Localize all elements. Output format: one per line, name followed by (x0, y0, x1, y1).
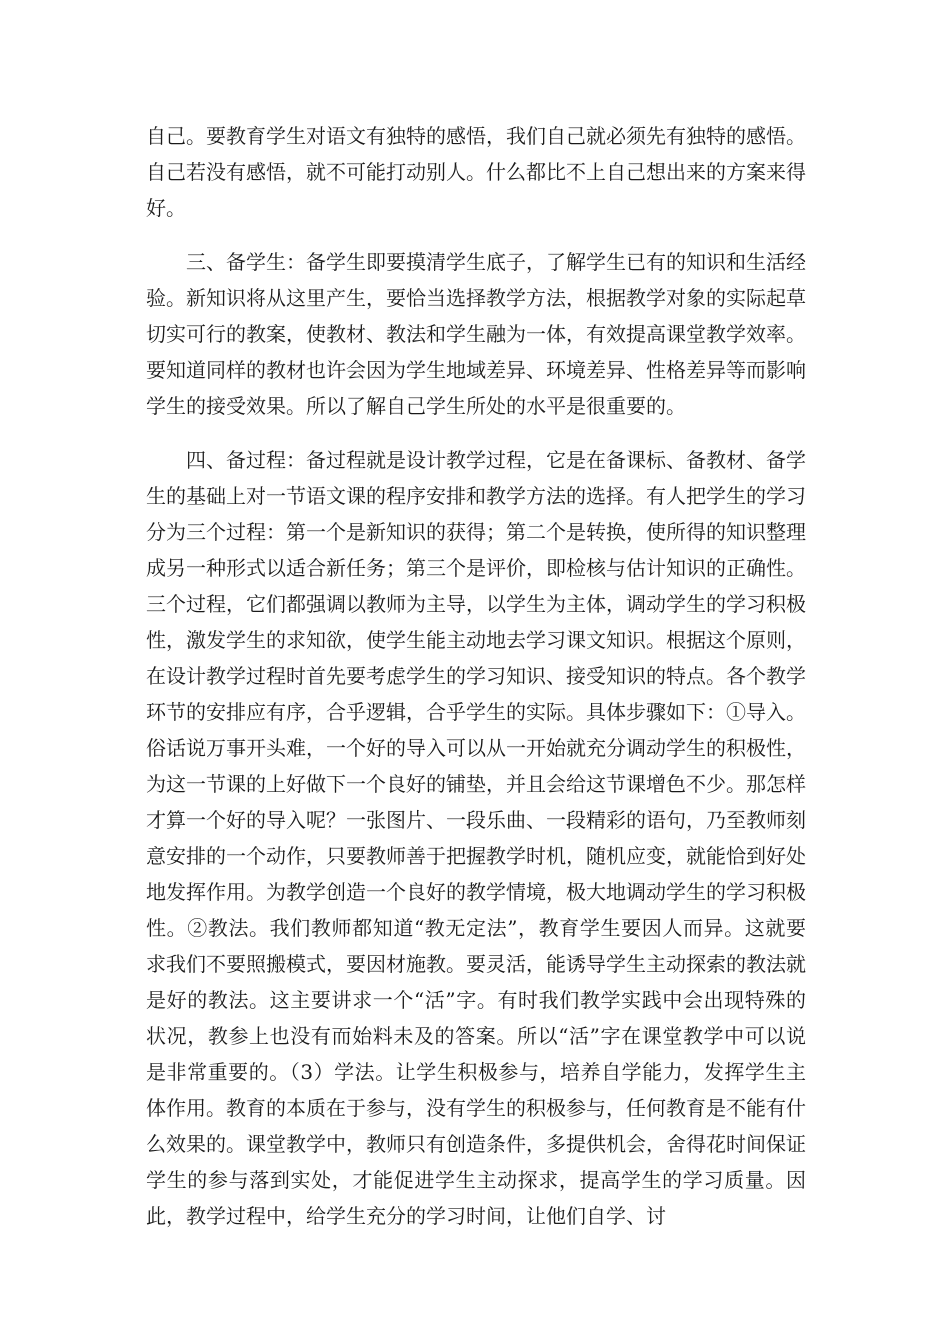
document-page (146, 118, 806, 1234)
paragraph-prepare-students: 三、备学生：备学生即要摸清学生底子，了解学生已有的知识和生活经验。新知识将从这里产生，要恰当选择教学方法，根据教学对象的实际起草切实可行的教案，使教材、教法和学生融为一体，有效提高课堂教学效率。要知道同样的教材也许会因为学生地域差异、环境差异、性格差异等而影响学生的接受效果。所以了解自己学生所处的水平是很重要的。 (146, 250, 806, 418)
paragraph-prepare-process: 四、备过程：备过程就是设计教学过程，它是在备课标、备教材、备学生的基础上对一节语文课的程序安排和教学方法的选择。有人把学生的学习分为三个过程：第一个是新知识的获得；第二个是转换，使所得的知识整理成另一种形式以适合新任务；第三个是评价，即检核与估计知识的正确性。三个过程，它们都强调以教师为主导，以学生为主体，调动学生的学习积极性，激发学生的求知欲，使学生能主动地去学习课文知识。根据这个原则，在设计教学过程时首先要考虑学生的学习知识、接受知识的特点。各个教学环节的安排应有序，合乎逻辑，合乎学生的实际。具体步骤如下：①导入。俗话说万事开头难，一个好的导入可以从一开始就充分调动学生的积极性，为这一节课的上好做下一个良好的铺垫，并且会给这节课增色不少。那怎样才算一个好的导入呢？一张图片、一段乐曲、一段精彩的语句，乃至教师刻意安排的一个动作，只要教师善于把握教学时机，随机应变，就能恰到好处地发挥作用。为教学创造一个良好的教学情境，极大地调动学生的学习积极性。②教法。我们教师都知道“教无定法”，教育学生要因人而异。这就要求我们不要照搬模式，要因材施教。要灵活，能诱导学生主动探索的教法就是好的教法。这主要讲求一个“活”字。有时我们教学实践中会出现特殊的状况，教参上也没有而始料未及的答案。所以“活”字在课堂教学中可以说是非常重要的。（3）学法。让学生积极参与，培养自学能力，发挥学生主体作用。教育的本质在于参与，没有学生的积极参与，任何教育是不能有什么效果的。课堂教学中，教师只有创造条件，多提供机会，舍得花时间保证学生的参与落到实处，才能促进学生主动探求，提高学生的学习质量。因此，教学过程中，给学生充分的学习时间，让他们自学、讨 (146, 448, 806, 1228)
paragraph-continuation: 自己。要教育学生对语文有独特的感悟，我们自己就必须先有独特的感悟。自己若没有感悟，就不可能打动别人。什么都比不上自己想出来的方案来得好。 (146, 124, 806, 220)
